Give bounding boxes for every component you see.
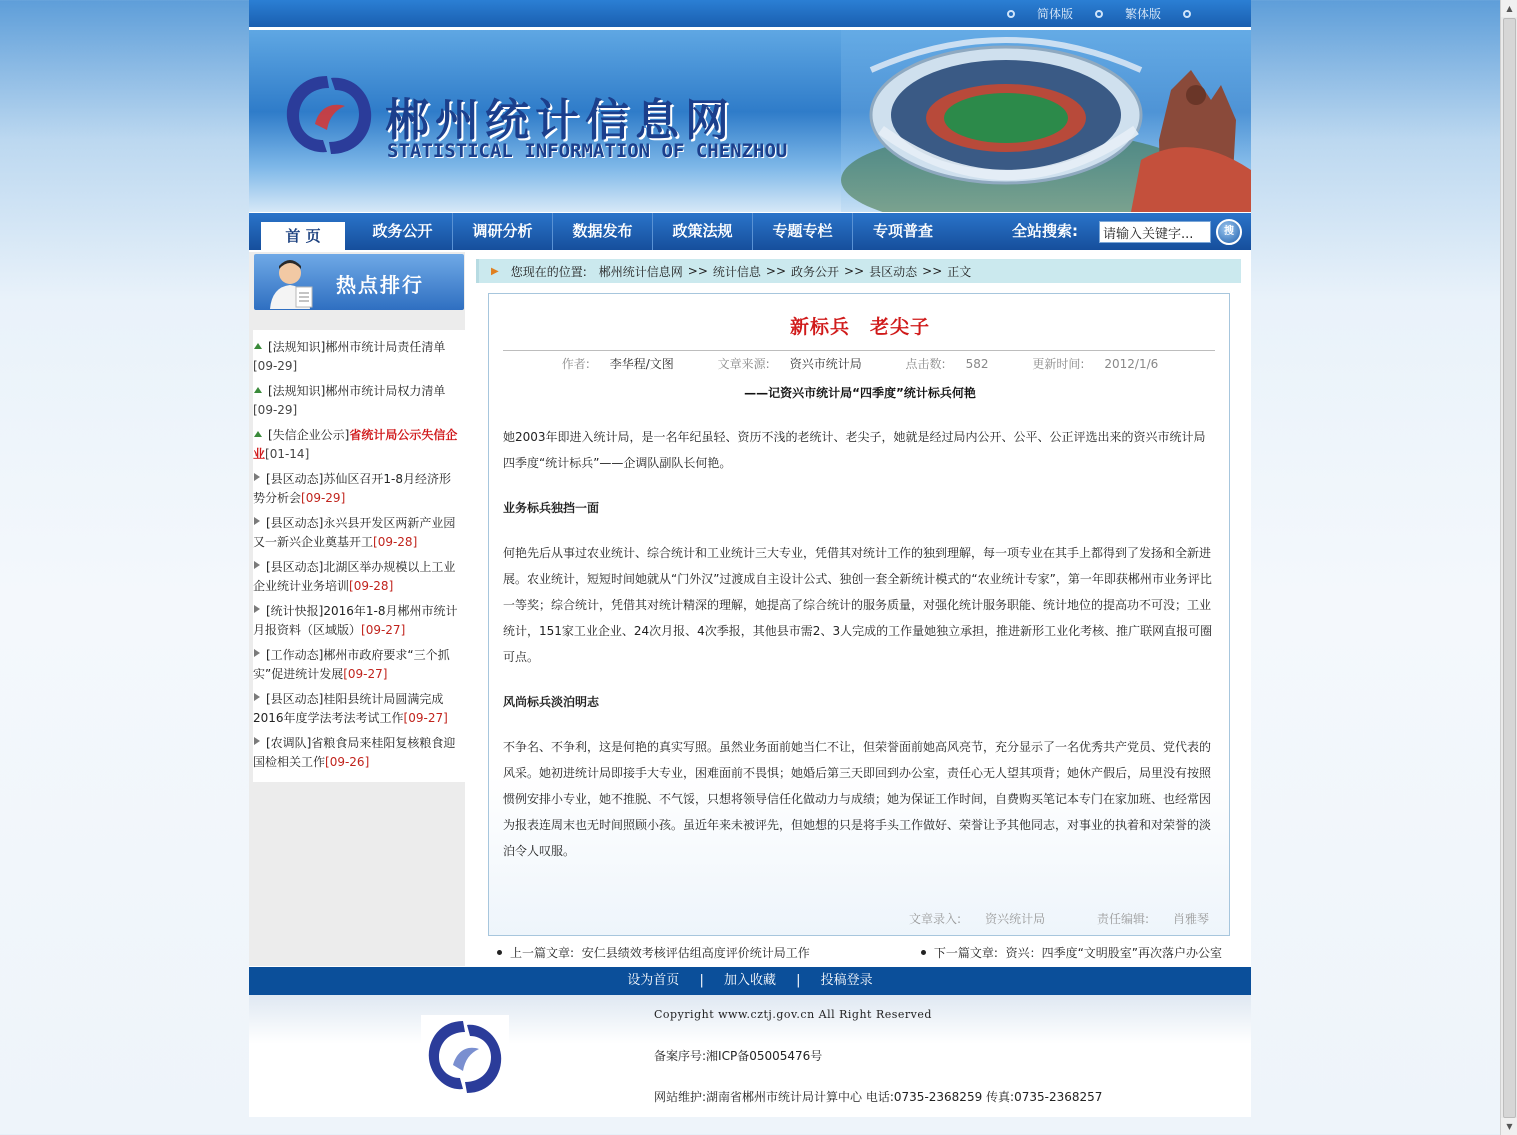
nav-census[interactable]: 专项普查 [872, 222, 933, 240]
triangle-right-icon [254, 737, 260, 745]
hot-list-item[interactable] [253, 514, 461, 552]
site-banner [249, 30, 1251, 212]
source-value: 资兴市统计局 [789, 357, 862, 371]
article-paragraph: 不争名、不争利，这是何艳的真实写照。虽然业务面前她当仁不让，但荣誉面前她高风亮节，充分显示了一名优秀共产党员、党代表的风采。她初进统计局即接手大专业，困难面前不畏惧；她婚后第三天即回到办公室，责任心无人望其项背；她休产假后，局里没有按照惯例安排小专业，她不推脱、不气馁，只想将领导信任化做动力与成绩；她为保证工作时间，自费购买笔记本专门在家加班、也经常因为报表连周末也无时间照顾小孩。虽近年来未被评先，但她想的只是将手头工作做好、荣誉让予其他同志，对事业的执着和对荣誉的淡泊令人叹服。 [503, 740, 1212, 858]
triangle-right-icon [254, 561, 260, 569]
hot-list-title[interactable]: 2016年1-8月郴州市统计月报资料（区域版） [253, 604, 458, 637]
author-value: 李华程/文图 [609, 357, 674, 371]
hot-list-date: [09-26] [325, 755, 370, 769]
sidebar [249, 252, 465, 966]
scroll-down-icon[interactable]: ▼ [1501, 1118, 1517, 1135]
triangle-right-icon [254, 473, 260, 481]
hot-list-date: [09-27] [403, 711, 448, 725]
article-subtitle: ——记资兴市统计局“四季度”统计标兵何艳 [744, 386, 976, 400]
breadcrumb-separator: >> [765, 264, 786, 278]
footer-logo-icon [421, 1015, 509, 1099]
page [249, 0, 1251, 1117]
triangle-right-icon [254, 693, 260, 701]
hot-list-title[interactable]: 北湖区举办规模以上工业企业统计业务培训 [253, 560, 456, 593]
section-heading: 风尚标兵淡泊明志 [503, 695, 600, 709]
hot-list-category: [工作动态] [266, 648, 324, 662]
bullet-circle-icon [1183, 10, 1191, 18]
article [488, 293, 1230, 936]
hot-list-item[interactable] [253, 646, 461, 684]
triangle-right-icon [254, 605, 260, 613]
divider [503, 350, 1215, 351]
hot-ranking-list [253, 330, 465, 782]
breadcrumb-item-gov[interactable]: 政务公开 [791, 264, 840, 279]
footer-separator: | [699, 973, 704, 988]
main-nav [249, 213, 1251, 250]
hot-list-title[interactable]: 苏仙区召开1-8月经济形势分析会 [253, 472, 451, 505]
breadcrumb-separator: >> [844, 264, 865, 278]
search-button[interactable]: 搜 [1216, 219, 1242, 245]
prev-article [494, 944, 810, 961]
vertical-scrollbar[interactable] [1500, 0, 1517, 1135]
footer-separator: | [796, 973, 801, 988]
triangle-right-icon [254, 649, 260, 657]
hot-list-category: [法规知识] [268, 384, 326, 398]
breadcrumb-label: 您现在的位置: [510, 264, 587, 279]
nav-policy[interactable]: 政策法规 [653, 213, 753, 250]
nav-gov-affairs[interactable]: 政务公开 [353, 213, 453, 250]
hot-list-category: [农调队] [266, 736, 312, 750]
hot-list-item[interactable] [253, 426, 461, 464]
add-favorite-link[interactable]: 加入收藏 [723, 973, 776, 988]
hot-list-date: [09-29] [253, 359, 298, 373]
hot-list-title[interactable]: 郴州市统计局责任清单 [325, 340, 446, 354]
maintainer-text: 网站维护:湖南省郴州市统计局计算中心 电话:0735-2368259 传真:0735-2368257 [654, 1090, 1103, 1104]
hot-list-item[interactable] [253, 602, 461, 640]
hot-list-category: [法规知识] [268, 340, 326, 354]
sidebar-title: 热点排行 [336, 273, 424, 297]
search-label: 全站搜索: [1012, 222, 1078, 240]
hot-list-category: [县区动态] [266, 516, 324, 530]
hot-list-category: [县区动态] [266, 472, 324, 486]
hot-list-title[interactable]: 郴州市统计局权力清单 [325, 384, 446, 398]
copyright-text: Copyright www.cztj.gov.cn All Right Reserved [654, 1008, 932, 1021]
entry-label: 文章录入: [909, 912, 962, 926]
editor-label: 责任编辑: [1096, 912, 1149, 926]
nav-home[interactable]: 首 页 [261, 222, 345, 250]
stadium-image [841, 30, 1251, 212]
author-label: 作者: [561, 357, 590, 371]
hot-list-item[interactable] [253, 558, 461, 596]
updated-value: 2012/1/6 [1104, 357, 1159, 371]
hot-list-title[interactable]: 郴州市政府要求“三个抓实”促进统计发展 [253, 648, 450, 681]
hot-list-category: [失信企业公示] [268, 428, 350, 442]
hot-list-title[interactable]: 省统计局公示失信企业 [253, 428, 458, 461]
article-paragraph: 她2003年即进入统计局，是一名年纪虽轻、资历不浅的老统计、老尖子，她就是经过局内公开、公平、公正评选出来的资兴市统计局四季度“统计标兵”——企调队副队长何艳。 [503, 430, 1206, 470]
nav-topics[interactable]: 专题专栏 [753, 213, 853, 250]
clicks-label: 点击数: [905, 357, 946, 371]
triangle-right-icon [254, 517, 260, 525]
hot-list-title[interactable]: 省粮食局来桂阳复核粮食迎国检相关工作 [253, 736, 456, 769]
article-title: 新标兵 老尖子 [789, 316, 930, 338]
footer-links [249, 967, 1251, 995]
next-label: 下一篇文章: [933, 946, 998, 960]
scroll-up-icon[interactable]: ▲ [1501, 0, 1517, 17]
hot-list-date: [09-27] [343, 667, 388, 681]
top-bar [249, 0, 1251, 27]
hot-list-item[interactable] [253, 470, 461, 508]
hot-list-date: [09-29] [301, 491, 346, 505]
hot-list-date: [01-14] [265, 447, 310, 461]
breadcrumb-item-stats[interactable]: 统计信息 [712, 264, 761, 279]
breadcrumb-separator: >> [922, 264, 943, 278]
editor-value: 肖雅琴 [1172, 912, 1209, 926]
article-footer [861, 910, 1209, 927]
site-title-cn: 郴州统计信息网 [385, 95, 735, 146]
hot-list-category: [统计快报] [266, 604, 324, 618]
hot-list-category: [县区动态] [266, 692, 324, 706]
traditional-link[interactable]: 繁体版 [1124, 7, 1161, 21]
nav-data-release[interactable]: 数据发布 [553, 213, 653, 250]
hot-list-item[interactable] [253, 338, 461, 376]
article-paragraph: 何艳先后从事过农业统计、综合统计和工业统计三大专业，凭借其对统计工作的独到理解，每一项专业在其手上都得到了发扬和全新进展。农业统计，短短时间她就从“门外汉”过渡成自主设计公式、独创一套全新统计模式的“农业统计专家”，第一年即获郴州市业务评比一等奖；综合统计，凭借其对统计精深的理解，她提高了综合统计的服务质量，对强化统计服务职能、统计地位的提高功不可没；工业统计，151家工业企业、24次月报、4次季报，其他县市需2、3人完成的工作量她独立承担，推进新形工业化考核、推广联网直报可圈可点。 [503, 546, 1213, 664]
triangle-up-icon [254, 431, 262, 437]
next-article-link[interactable]: 资兴：四季度“文明股室”再次落户办公室 [1005, 946, 1222, 960]
doctor-avatar-icon [266, 257, 318, 309]
hot-list-category: [县区动态] [266, 560, 324, 574]
hot-list-title[interactable]: 永兴县开发区两新产业园又一新兴企业奠基开工 [253, 516, 456, 549]
footer-info [249, 995, 1251, 1117]
breadcrumb-item-county[interactable]: 县区动态 [869, 264, 918, 279]
bullet-dot-icon [497, 950, 502, 955]
hot-list-date: [09-29] [253, 403, 298, 417]
updated-label: 更新时间: [1032, 357, 1085, 371]
bullet-dot-icon [921, 950, 926, 955]
hot-list-date: [09-27] [361, 623, 406, 637]
article-meta [489, 355, 1231, 372]
hot-list-item[interactable] [253, 690, 461, 728]
breadcrumb-item-current: 正文 [947, 264, 972, 279]
submit-login-link[interactable]: 投稿登录 [820, 973, 873, 988]
site-title-en: STATISTICAL INFORMATION OF CHENZHOU [387, 140, 788, 162]
set-homepage-link[interactable]: 设为首页 [627, 973, 680, 988]
source-label: 文章来源: [717, 357, 770, 371]
nav-research[interactable]: 调研分析 [453, 213, 553, 250]
breadcrumb-separator: >> [687, 264, 708, 278]
section-heading: 业务标兵独挡一面 [503, 501, 600, 515]
prev-label: 上一篇文章: [510, 946, 575, 960]
simplified-link[interactable]: 简体版 [1036, 7, 1073, 21]
scroll-thumb[interactable] [1503, 18, 1516, 1118]
hot-list-date: [09-28] [373, 535, 418, 549]
article-body [503, 424, 1215, 864]
triangle-up-icon [254, 387, 262, 393]
hot-list-date: [09-28] [349, 579, 394, 593]
bullet-circle-icon [1007, 10, 1015, 18]
prev-article-link[interactable]: 安仁县绩效考核评估组高度评价统计局工作 [581, 946, 810, 960]
hot-ranking-header [254, 254, 464, 310]
clicks-value: 582 [965, 357, 989, 371]
icp-text: 备案序号:湘ICP备05005476号 [654, 1049, 823, 1063]
next-article [918, 944, 1222, 961]
entry-value: 资兴统计局 [985, 912, 1046, 926]
hot-list-title[interactable]: 桂阳县统计局圆满完成2016年度学法考法考试工作 [253, 692, 444, 725]
breadcrumb-arrow-icon: ▶ [491, 265, 499, 277]
breadcrumb [476, 259, 1241, 283]
site-logo-icon [279, 70, 379, 160]
hot-list-item[interactable] [253, 382, 461, 420]
breadcrumb-item-home[interactable]: 郴州统计信息网 [598, 264, 683, 279]
hot-list-item[interactable] [253, 734, 461, 772]
search-input[interactable] [1099, 221, 1211, 243]
triangle-up-icon [254, 343, 262, 349]
bullet-circle-icon [1095, 10, 1103, 18]
